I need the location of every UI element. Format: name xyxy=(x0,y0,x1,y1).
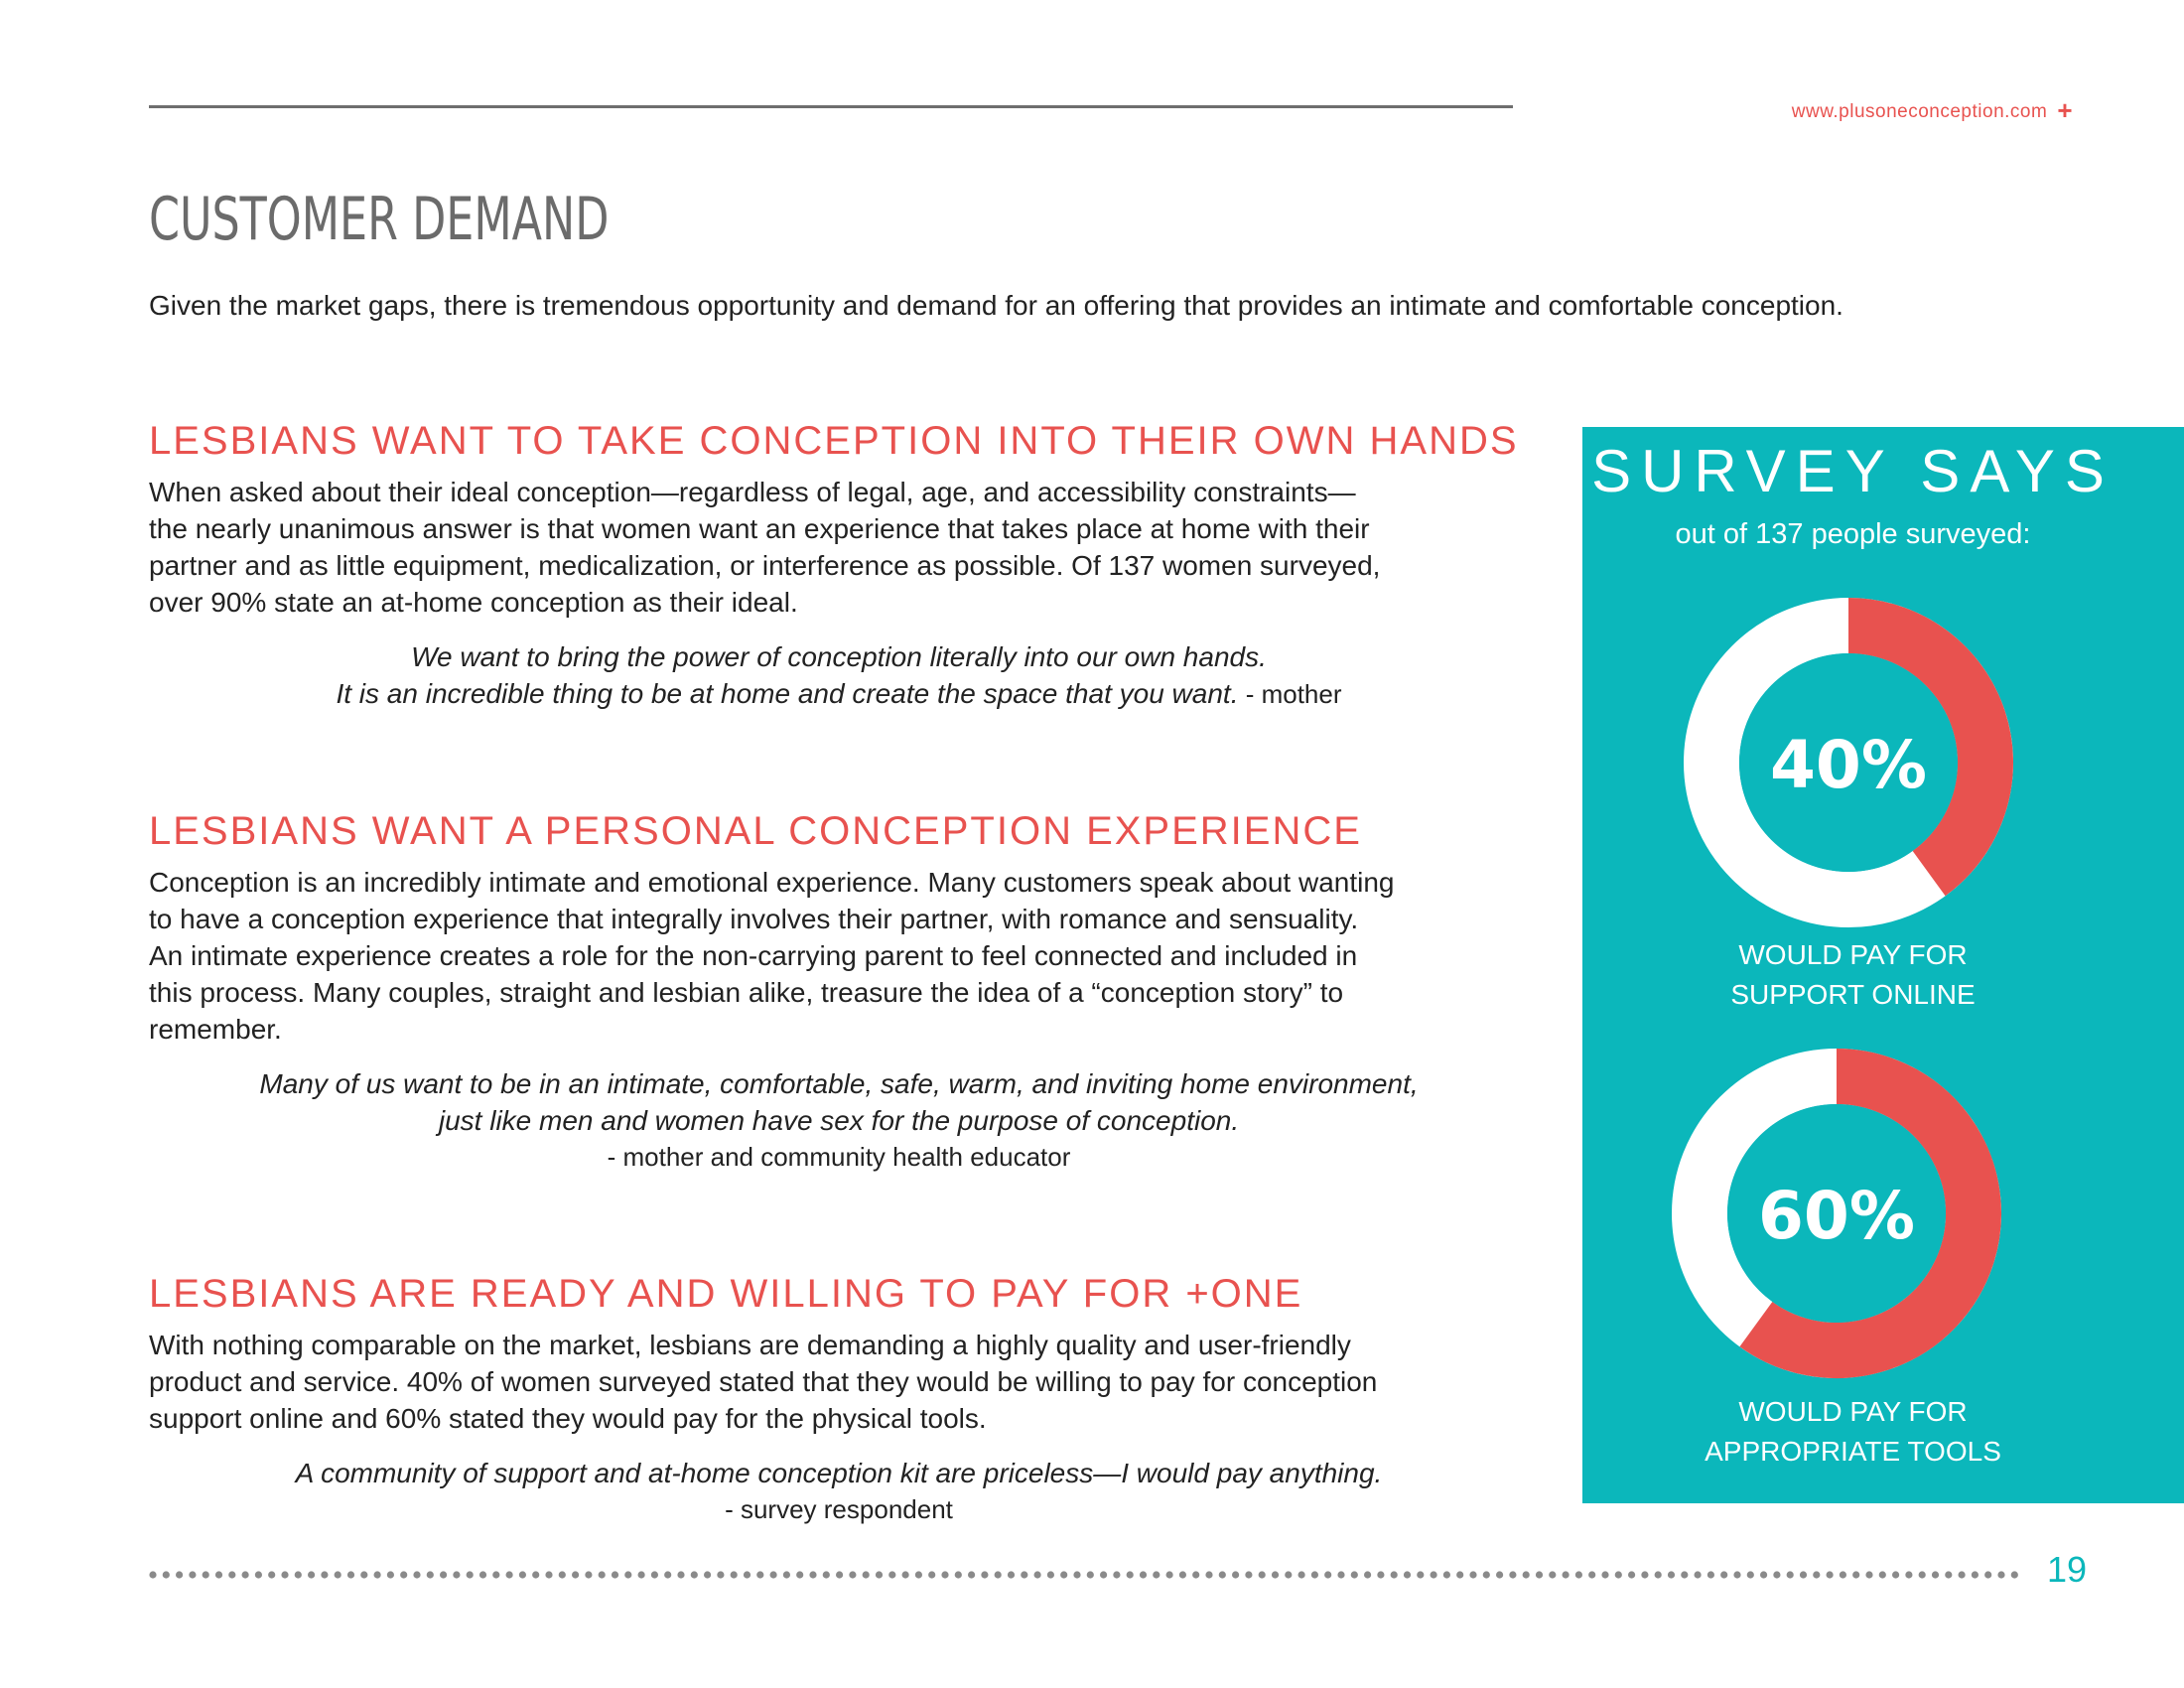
divider-dot xyxy=(664,1571,671,1578)
divider-dot xyxy=(1509,1571,1516,1578)
divider-dot xyxy=(1431,1571,1437,1578)
divider-dot xyxy=(1628,1571,1635,1578)
divider-dot xyxy=(1563,1571,1570,1578)
divider-dot xyxy=(1047,1571,1054,1578)
divider-dot xyxy=(1443,1571,1450,1578)
divider-dot xyxy=(1021,1571,1027,1578)
section-body: Conception is an incredibly intimate and emotional experience. Many customers speak about wanting to have a conception experience that integrally involves their partner, with romance and sensuality. An intimate experience creates a role for the non-carrying parent to feel connected and included in this process. Many couples, straight and lesbian alike, treasure the idea of a “conception story” to remember. xyxy=(149,867,1395,1045)
divider-dot xyxy=(1945,1571,1952,1578)
quote-line: A community of support and at-home conception kit are priceless—I would pay anything. xyxy=(295,1458,1383,1488)
divider-dot xyxy=(1456,1571,1463,1578)
donut-chart-appropriate-tools xyxy=(1668,1045,2005,1382)
divider-dot xyxy=(1601,1571,1608,1578)
divider-dot xyxy=(651,1571,658,1578)
divider-dot xyxy=(1641,1571,1648,1578)
divider-dot xyxy=(1298,1571,1305,1578)
divider-dot xyxy=(1219,1571,1226,1578)
page-number: 19 xyxy=(2047,1549,2088,1590)
divider-dot xyxy=(1166,1571,1173,1578)
divider-dot xyxy=(1681,1571,1688,1578)
quote-line: We want to bring the power of conception literally into our own hands. xyxy=(411,641,1267,672)
divider-dot xyxy=(215,1571,222,1578)
divider-dot xyxy=(915,1571,922,1578)
divider-dot xyxy=(427,1571,434,1578)
divider-dot xyxy=(1575,1571,1582,1578)
divider-dot xyxy=(863,1571,870,1578)
section-heading: LESBIANS WANT TO TAKE CONCEPTION INTO THEIR OWN HANDS xyxy=(149,419,1519,463)
divider-dot xyxy=(1707,1571,1714,1578)
caption-line: WOULD PAY FOR xyxy=(1738,1396,1968,1427)
website-url[interactable] xyxy=(1792,95,2073,126)
divider-dot xyxy=(1087,1571,1094,1578)
divider-dot xyxy=(335,1571,341,1578)
divider-dot xyxy=(1997,1571,2004,1578)
divider-dot xyxy=(783,1571,790,1578)
divider-dot xyxy=(308,1571,315,1578)
divider-dot xyxy=(585,1571,592,1578)
divider-dot xyxy=(1417,1571,1424,1578)
divider-dot xyxy=(492,1571,499,1578)
divider-dot xyxy=(1695,1571,1702,1578)
divider-dot xyxy=(242,1571,249,1578)
divider-dot xyxy=(506,1571,513,1578)
divider-dot xyxy=(677,1571,684,1578)
divider-dot xyxy=(1100,1571,1107,1578)
divider-dot xyxy=(1496,1571,1503,1578)
quote-line: just like men and women have sex for the purpose of conception. xyxy=(438,1105,1240,1136)
divider-dot xyxy=(1351,1571,1358,1578)
divider-dot xyxy=(770,1571,777,1578)
divider-dot xyxy=(268,1571,275,1578)
divider-dot xyxy=(572,1571,579,1578)
divider-dot xyxy=(995,1571,1002,1578)
caption-line: SUPPORT ONLINE xyxy=(1730,979,1976,1010)
divider-dot xyxy=(836,1571,843,1578)
divider-dot xyxy=(1892,1571,1899,1578)
divider-dot xyxy=(255,1571,262,1578)
donut-chart-support-online xyxy=(1680,594,2017,931)
divider-dot xyxy=(295,1571,302,1578)
divider-dot xyxy=(467,1571,474,1578)
divider-dot xyxy=(1865,1571,1872,1578)
divider-dot xyxy=(1787,1571,1794,1578)
divider-dot xyxy=(1879,1571,1886,1578)
divider-dot xyxy=(1523,1571,1530,1578)
divider-dot xyxy=(1245,1571,1252,1578)
divider-dot xyxy=(1285,1571,1292,1578)
divider-dot xyxy=(1337,1571,1344,1578)
divider-dot xyxy=(968,1571,975,1578)
divider-dot xyxy=(1404,1571,1411,1578)
divider-dot xyxy=(1668,1571,1675,1578)
divider-dot xyxy=(1259,1571,1266,1578)
divider-dot xyxy=(1073,1571,1080,1578)
divider-dot xyxy=(1060,1571,1067,1578)
url-text[interactable]: www.plusoneconception.com xyxy=(1791,101,2048,122)
divider-dot xyxy=(228,1571,235,1578)
quote-line: Many of us want to be in an intimate, comfortable, safe, warm, and inviting home environment, xyxy=(259,1068,1419,1099)
quote-line: It is an incredible thing to be at home and create the space that you want. xyxy=(336,678,1239,709)
divider-dot xyxy=(704,1571,711,1578)
divider-dot xyxy=(1113,1571,1120,1578)
divider-dot xyxy=(1364,1571,1371,1578)
divider-dot xyxy=(809,1571,816,1578)
divider-dot xyxy=(559,1571,566,1578)
caption-line: WOULD PAY FOR xyxy=(1738,939,1968,970)
sidebar-title: SURVEY SAYS xyxy=(1591,438,2115,504)
section-quote xyxy=(149,638,1529,713)
divider-dot xyxy=(545,1571,552,1578)
divider-dot xyxy=(1720,1571,1727,1578)
divider-dot xyxy=(612,1571,618,1578)
section-heading: LESBIANS WANT A PERSONAL CONCEPTION EXPERIENCE xyxy=(149,809,1362,853)
divider-dot xyxy=(731,1571,738,1578)
divider-dot xyxy=(400,1571,407,1578)
divider-dot xyxy=(849,1571,856,1578)
divider-dot xyxy=(955,1571,962,1578)
page-title: CUSTOMER DEMAND xyxy=(149,185,610,254)
divider-dot xyxy=(1483,1571,1490,1578)
quote-attribution: - survey respondent xyxy=(725,1494,953,1524)
divider-dot xyxy=(599,1571,606,1578)
quote-attribution: - mother xyxy=(1238,679,1342,709)
divider-dot xyxy=(1972,1571,1979,1578)
divider-dot xyxy=(1377,1571,1384,1578)
divider-dot xyxy=(928,1571,935,1578)
caption-line: APPROPRIATE TOOLS xyxy=(1705,1436,2001,1467)
divider-dot xyxy=(440,1571,447,1578)
divider-dot xyxy=(624,1571,631,1578)
quote-attribution: - mother and community health educator xyxy=(607,1142,1071,1172)
intro-text: Given the market gaps, there is tremendous opportunity and demand for an offering that provides an intimate and comfortable conception. xyxy=(149,290,1843,321)
divider-dot xyxy=(1127,1571,1134,1578)
divider-dot xyxy=(1536,1571,1543,1578)
section-body: With nothing comparable on the market, lesbians are demanding a highly quality and user-friendly product and service. 40% of women surveyed stated that they would be willing to pay for conception support online and 60% stated they would pay for the physical tools. xyxy=(149,1330,1378,1434)
divider-dot xyxy=(203,1571,209,1578)
section-body: When asked about their ideal conception—regardless of legal, age, and accessibility constraints— the nearly unanimous answer is that women want an experience that takes place at home with their partner and as little equipment, medicalization, or interference as possible. Of 137 women surveyed, over 90% state an at-home conception as their ideal. xyxy=(149,477,1381,618)
divider-dot xyxy=(796,1571,803,1578)
divider-dot xyxy=(902,1571,909,1578)
divider-dot xyxy=(756,1571,763,1578)
donut-caption xyxy=(1582,935,2123,1015)
divider-dot xyxy=(374,1571,381,1578)
divider-dot xyxy=(1205,1571,1212,1578)
divider-dot xyxy=(149,1571,156,1578)
section-willing-to-pay xyxy=(149,1272,1539,1528)
divider-dot xyxy=(387,1571,394,1578)
divider-dot xyxy=(1140,1571,1147,1578)
sidebar-subtitle: out of 137 people surveyed: xyxy=(1675,518,2031,550)
divider-dot xyxy=(2011,1571,2018,1578)
divider-dot xyxy=(1800,1571,1807,1578)
divider-dot xyxy=(717,1571,724,1578)
divider-dot xyxy=(479,1571,486,1578)
divider-dot xyxy=(1840,1571,1846,1578)
divider-dot xyxy=(1905,1571,1912,1578)
divider-dot xyxy=(1192,1571,1199,1578)
divider-dot xyxy=(1179,1571,1186,1578)
divider-dot xyxy=(1008,1571,1015,1578)
divider-dot xyxy=(1852,1571,1859,1578)
divider-dot xyxy=(823,1571,830,1578)
divider-dot xyxy=(163,1571,170,1578)
divider-dot xyxy=(1813,1571,1820,1578)
donut-value-label: 60% xyxy=(1758,1178,1915,1254)
divider-dot xyxy=(1733,1571,1740,1578)
plus-icon: + xyxy=(2057,95,2073,125)
divider-dot xyxy=(347,1571,354,1578)
divider-dot xyxy=(1034,1571,1041,1578)
divider-dot xyxy=(453,1571,460,1578)
section-heading: LESBIANS ARE READY AND WILLING TO PAY FOR +ONE xyxy=(149,1272,1303,1316)
divider-dot xyxy=(1760,1571,1767,1578)
divider-dot xyxy=(1549,1571,1556,1578)
section-personal-experience xyxy=(149,809,1539,1176)
divider-dot xyxy=(1469,1571,1476,1578)
divider-dot xyxy=(176,1571,183,1578)
divider-dot xyxy=(876,1571,883,1578)
divider-dot xyxy=(1588,1571,1595,1578)
divider-dot xyxy=(1655,1571,1662,1578)
divider-dot xyxy=(1984,1571,1991,1578)
divider-dot xyxy=(744,1571,751,1578)
divider-dot xyxy=(1153,1571,1160,1578)
divider-dot xyxy=(360,1571,367,1578)
divider-dot xyxy=(519,1571,526,1578)
divider-dot xyxy=(1747,1571,1754,1578)
donut-value-label: 40% xyxy=(1770,727,1927,803)
header-rule xyxy=(149,105,1513,108)
divider-dot xyxy=(1959,1571,1966,1578)
divider-dot xyxy=(532,1571,539,1578)
dotted-divider xyxy=(149,1569,2019,1581)
divider-dot xyxy=(1311,1571,1318,1578)
divider-dot xyxy=(981,1571,988,1578)
section-quote xyxy=(149,1065,1529,1176)
divider-dot xyxy=(638,1571,645,1578)
divider-dot xyxy=(691,1571,698,1578)
divider-dot xyxy=(941,1571,948,1578)
section-quote xyxy=(149,1455,1529,1528)
divider-dot xyxy=(1919,1571,1926,1578)
divider-dot xyxy=(1932,1571,1939,1578)
section-own-hands xyxy=(149,419,1539,713)
divider-dot xyxy=(888,1571,895,1578)
divider-dot xyxy=(1773,1571,1780,1578)
divider-dot xyxy=(189,1571,196,1578)
divider-dot xyxy=(1391,1571,1398,1578)
divider-dot xyxy=(1324,1571,1331,1578)
divider-dot xyxy=(1615,1571,1622,1578)
divider-dot xyxy=(321,1571,328,1578)
divider-dot xyxy=(1272,1571,1279,1578)
divider-dot xyxy=(281,1571,288,1578)
divider-dot xyxy=(413,1571,420,1578)
divider-dot xyxy=(1232,1571,1239,1578)
divider-dot xyxy=(1827,1571,1834,1578)
donut-caption xyxy=(1582,1392,2123,1472)
